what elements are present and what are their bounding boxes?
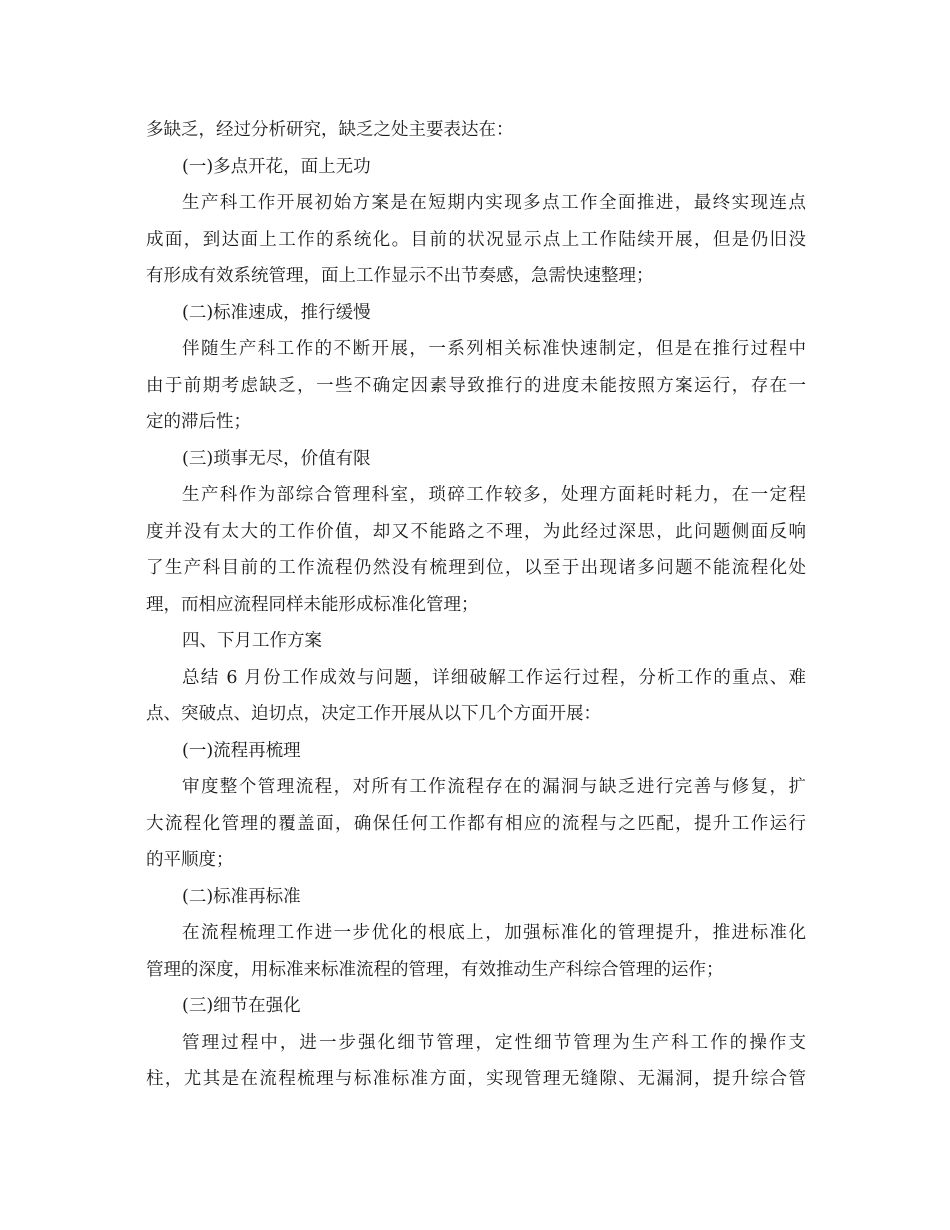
paragraph-first-line: 审度整个管理流程，对所有工作流程存在的漏洞与缺乏进行完善与修复，扩 (182, 777, 806, 797)
paragraph-line: 有形成有效系统管理，面上工作显示不出节奏感，急需快速整理； (146, 266, 654, 286)
paragraph-first-line: 四、下月工作方案 (182, 631, 322, 651)
paragraph-line: 管理的深度，用标准来标准流程的管理，有效推动生产科综合管理的运作； (146, 959, 724, 980)
paragraph-first-line: 管理过程中，进一步强化细节管理，定性细节管理为生产科工作的操作支 (182, 1032, 806, 1053)
paragraph-first-line: 在流程梳理工作进一步优化的根底上，加强标准化的管理提升，推进标准化 (182, 923, 806, 943)
paragraph-line: 大流程化管理的覆盖面，确保任何工作都有相应的流程与之匹配，提升工作运行 (146, 813, 806, 834)
paragraph-line: 的平顺度； (146, 850, 234, 870)
paragraph-first-line: 总结 6 月份工作成效与问题，详细破解工作运行过程，分析工作的重点、难 (182, 667, 806, 688)
paragraph-line: 定的滞后性； (146, 412, 251, 432)
document-body (146, 112, 806, 1098)
paragraph-line: 多缺乏，经过分析研究，缺乏之处主要表达在： (146, 120, 514, 140)
paragraph-first-line: 生产科工作开展初始方案是在短期内实现多点工作全面推进，最终实现连点 (182, 193, 806, 213)
paragraph-first-line: 生产科作为部综合管理科室，琐碎工作较多，处理方面耗时耗力，在一定程 (182, 485, 806, 505)
paragraph-first-line: 伴随生产科工作的不断开展，一系列相关标准快速制定，但是在推行过程中 (182, 339, 806, 359)
paragraph-first-line: (一)多点开花，面上无功 (182, 156, 371, 177)
paragraph-line: 柱，尤其是在流程梳理与标准标准方面，实现管理无缝隙、无漏洞，提升综合管 (146, 1069, 806, 1089)
paragraph-first-line: (二)标准再标准 (182, 886, 301, 907)
paragraph-line: 了生产科目前的工作流程仍然没有梳理到位，以至于出现诸多问题不能流程化处 (146, 558, 806, 578)
paragraph-line: 成面，到达面上工作的系统化。目前的状况显示点上工作陆续开展，但是仍旧没 (146, 229, 806, 250)
paragraph-first-line: (二)标准速成，推行缓慢 (182, 302, 371, 323)
paragraph-line: 由于前期考虑缺乏，一些不确定因素导致推行的进度未能按照方案运行，存在一 (146, 375, 806, 396)
paragraph-first-line: (三)细节在强化 (182, 996, 301, 1016)
paragraph-line: 度并没有太大的工作价值，却又不能路之不理，为此经过深思，此问题侧面反响 (146, 521, 806, 542)
paragraph-line: 理，而相应流程同样未能形成标准化管理； (146, 594, 479, 615)
paragraph-line: 点、突破点、迫切点，决定工作开展从以下几个方面开展： (146, 704, 601, 724)
paragraph-first-line: (一)流程再梳理 (182, 740, 301, 761)
paragraph-first-line: (三)琐事无尽，价值有限 (182, 448, 371, 469)
